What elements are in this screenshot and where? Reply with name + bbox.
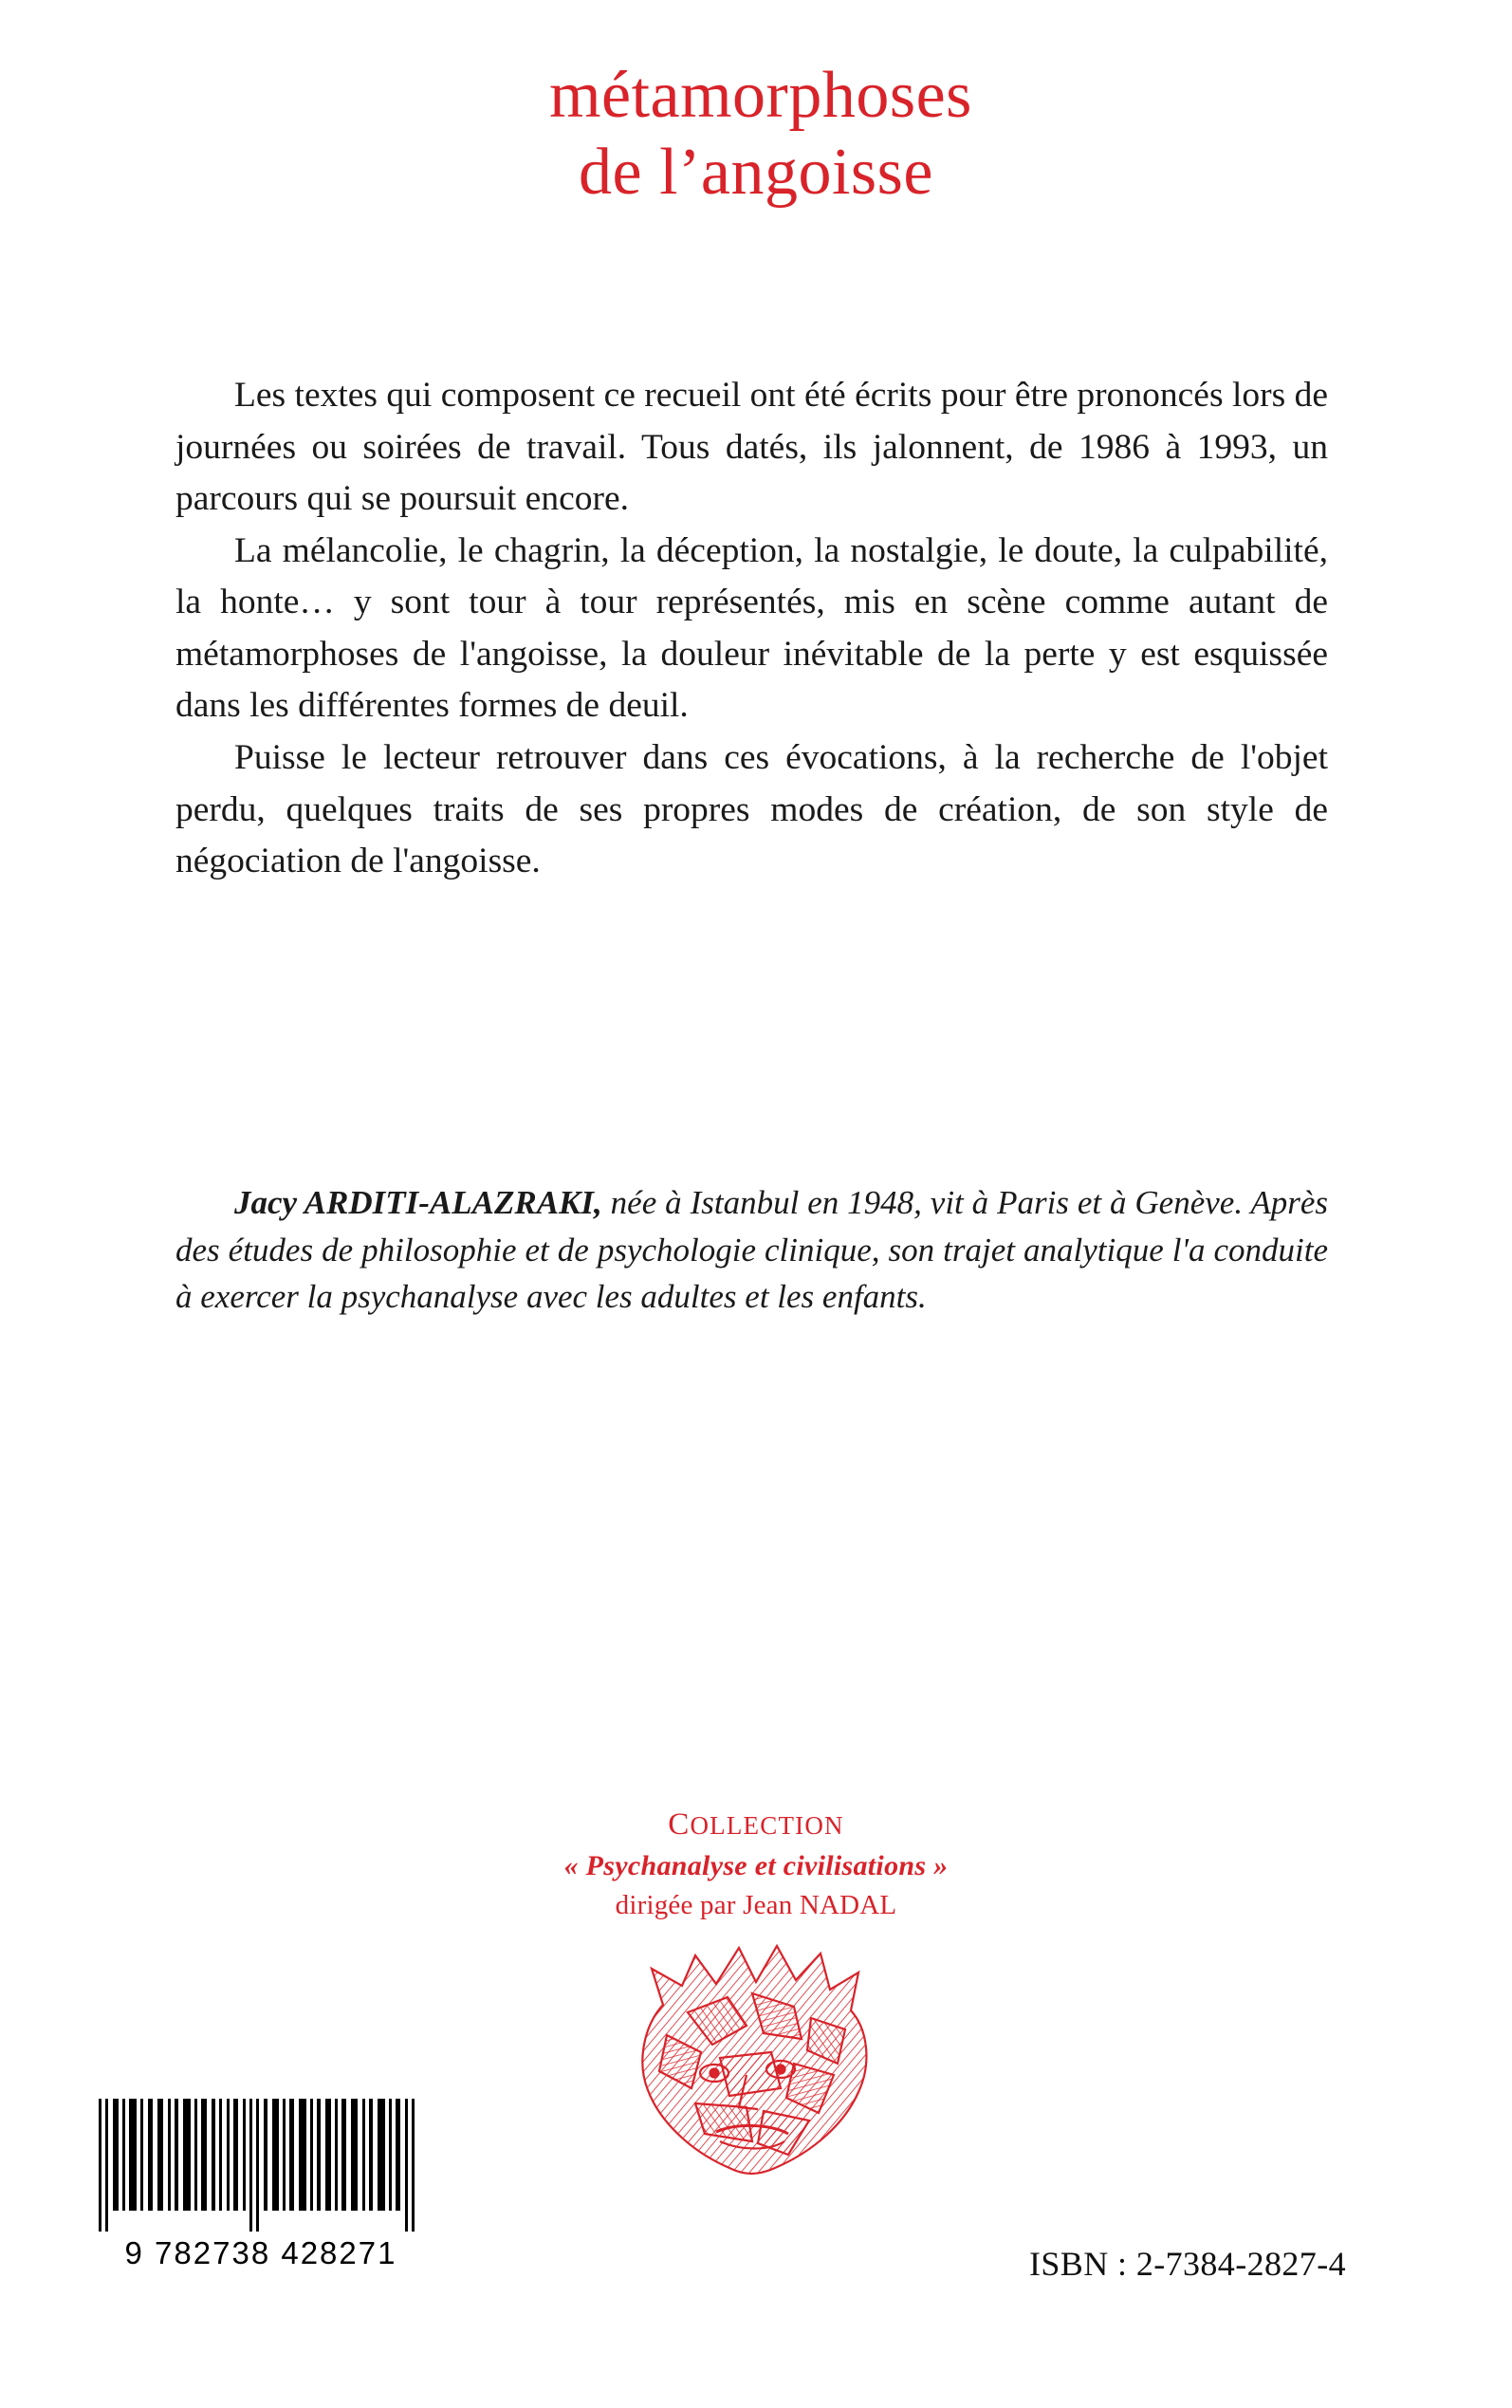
collection-name: « Psychanalyse et civilisations » [563,1849,949,1881]
author-bio-paragraph [175,1179,1328,1321]
collection-label-rest: OLLECTION [690,1811,844,1840]
book-title-line-1: métamorphoses [549,59,972,132]
barcode-digits: 9 782738 428271 [124,2235,397,2270]
blurb-paragraph: Les textes qui composent ce recueil ont été écrits pour être prononcés lors de journées ou soirées de travail. Tous datés, ils jalonnent, de 1986 à 1993, un parcours qui se poursuit encore. [175,376,1328,519]
blurb-text [175,370,1328,888]
author-bio-text: née à Istanbul en 1948, vit à Paris et à Genève. Après des études de philosophie et de psychologie clinique, son trajet analytique l'a conduite à exercer la psychanalyse avec les adultes et les enfants. [175,1184,1328,1316]
isbn-text: ISBN : 2-7384-2827-4 [1029,2245,1346,2283]
blurb-paragraph: Puisse le lecteur retrouver dans ces évocations, à la recherche de l'objet perdu, quelques traits de ses propres modes de création, de son style de négociation de l'angoisse. [175,737,1328,881]
publisher-logo [614,1931,898,2187]
blurb-paragraph: La mélancolie, le chagrin, la déception, la nostalgie, le doute, la culpabilité, la honte… y sont tour à tour représentés, mis en scène comme autant de métamorphoses de l'angoisse, la douleur inévitable de la perte y est esquissée dans les différentes formes de deuil. [175,530,1328,726]
book-title-line-2: de l’angoisse [579,136,933,210]
barcode [95,2099,427,2271]
book-title [0,57,1512,211]
collection-label-initial: C [668,1807,691,1842]
publisher-logo-icon [614,1931,898,2187]
collection-label [0,1805,1512,1845]
barcode-bars [95,2099,422,2232]
author-name: Jacy ARDITI-ALAZRAKI, [234,1184,602,1221]
collection-block [0,1805,1512,1924]
author-bio [175,1179,1328,1321]
collection-director: dirigée par Jean NADAL [615,1889,897,1920]
